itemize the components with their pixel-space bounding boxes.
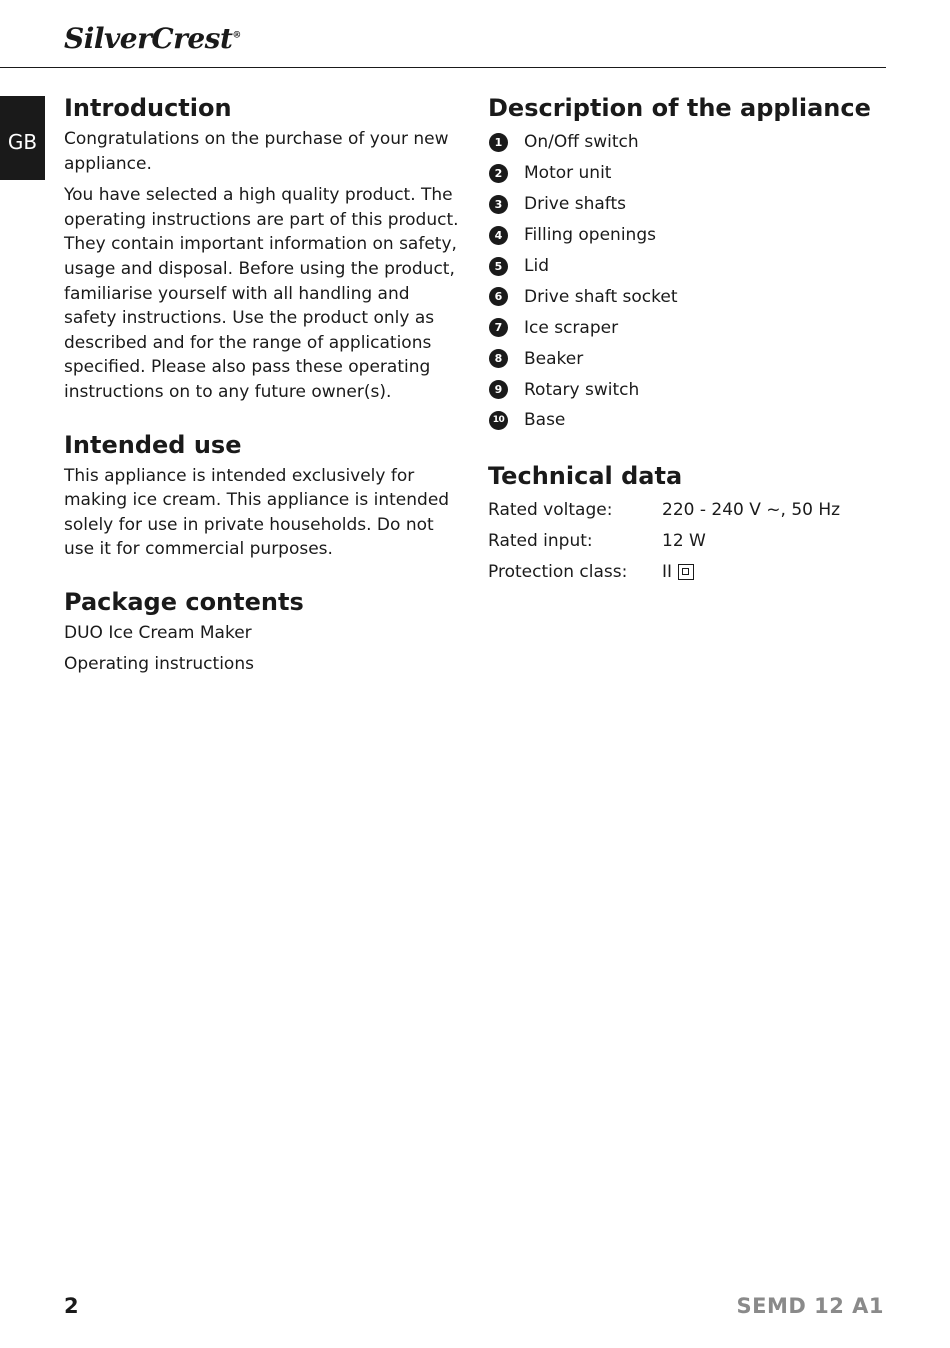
- part-label: Base: [524, 410, 566, 431]
- list-item: [488, 220, 888, 251]
- list-item: [488, 158, 888, 189]
- number-badge: 1: [489, 133, 508, 152]
- language-label: GB: [7, 130, 38, 154]
- tech-value: 220 - 240 V ~, 50 Hz: [662, 500, 841, 521]
- parts-list: [488, 127, 888, 436]
- part-label: Beaker: [524, 348, 584, 369]
- double-insulation-icon: [678, 564, 694, 580]
- list-item: [488, 251, 888, 282]
- number-badge: 4: [489, 226, 508, 245]
- part-label: Filling openings: [524, 225, 656, 246]
- number-badge: 5: [489, 257, 508, 276]
- tech-label: Rated voltage:: [488, 500, 613, 521]
- description-title: Description of the appliance: [488, 94, 871, 122]
- list-item: [488, 281, 888, 312]
- header-divider: [0, 67, 886, 68]
- list-item: [488, 189, 888, 220]
- part-label: On/Off switch: [524, 132, 639, 153]
- number-badge: 2: [489, 164, 508, 183]
- package-item: Operating instructions: [64, 654, 254, 674]
- number-badge: 8: [489, 349, 508, 368]
- tech-label: Protection class:: [488, 562, 628, 583]
- intended-use-title: Intended use: [64, 430, 242, 459]
- list-item: [488, 312, 888, 343]
- brand-logo: [64, 22, 241, 55]
- registered-mark: ®: [232, 30, 241, 41]
- part-label: Drive shaft socket: [524, 286, 678, 307]
- list-item: [488, 405, 888, 436]
- part-label: Ice scraper: [524, 317, 619, 338]
- part-label: Drive shafts: [524, 194, 626, 215]
- part-label: Lid: [524, 256, 549, 276]
- introduction-paragraph-2: You have selected a high quality product. The operating instructions are part of this product. They contain important information on safety, usage and disposal. Before using the product, familiarise yourself with all handling and safety instructions. Use the product only as described and for the range of applications specified. Please also pass these operating instructions on to any future owner(s).: [64, 185, 459, 402]
- intended-use-text: This appliance is intended exclusively for making ice cream. This appliance is intended solely for use in private households. Do not use it for commercial purposes.: [64, 465, 450, 560]
- technical-data-title: Technical data: [488, 461, 683, 490]
- list-item: [488, 343, 888, 374]
- page-number: 2: [64, 1294, 79, 1318]
- number-badge: 7: [489, 318, 508, 337]
- intended-use-section: [64, 429, 464, 562]
- list-item: [488, 374, 888, 405]
- right-column: [488, 92, 888, 588]
- package-contents-title: Package contents: [64, 587, 304, 616]
- package-item: DUO Ice Cream Maker: [64, 622, 252, 643]
- table-row: [488, 526, 888, 557]
- list-item: [488, 127, 888, 158]
- technical-data-section: [488, 460, 888, 588]
- table-row: [488, 495, 888, 526]
- introduction-title: Introduction: [64, 94, 232, 122]
- package-contents-section: [64, 586, 464, 677]
- tech-label: Rated input:: [488, 531, 593, 552]
- table-row: [488, 557, 888, 588]
- number-badge: 6: [489, 287, 508, 306]
- number-badge: 3: [489, 195, 508, 214]
- part-label: Rotary switch: [524, 379, 640, 400]
- protection-class-value: II: [662, 562, 673, 583]
- left-column: [64, 92, 464, 683]
- introduction-paragraph-1: Congratulations on the purchase of your new appliance.: [64, 129, 449, 174]
- brand-name: SilverCrest: [64, 22, 233, 55]
- part-label: Motor unit: [524, 163, 612, 184]
- tech-value: 12 W: [662, 531, 706, 552]
- language-tab: [0, 96, 45, 180]
- number-badge: 9: [489, 380, 508, 399]
- model-number: SEMD 12 A1: [736, 1294, 884, 1318]
- number-badge: 10: [489, 411, 508, 430]
- tech-value: [662, 562, 694, 582]
